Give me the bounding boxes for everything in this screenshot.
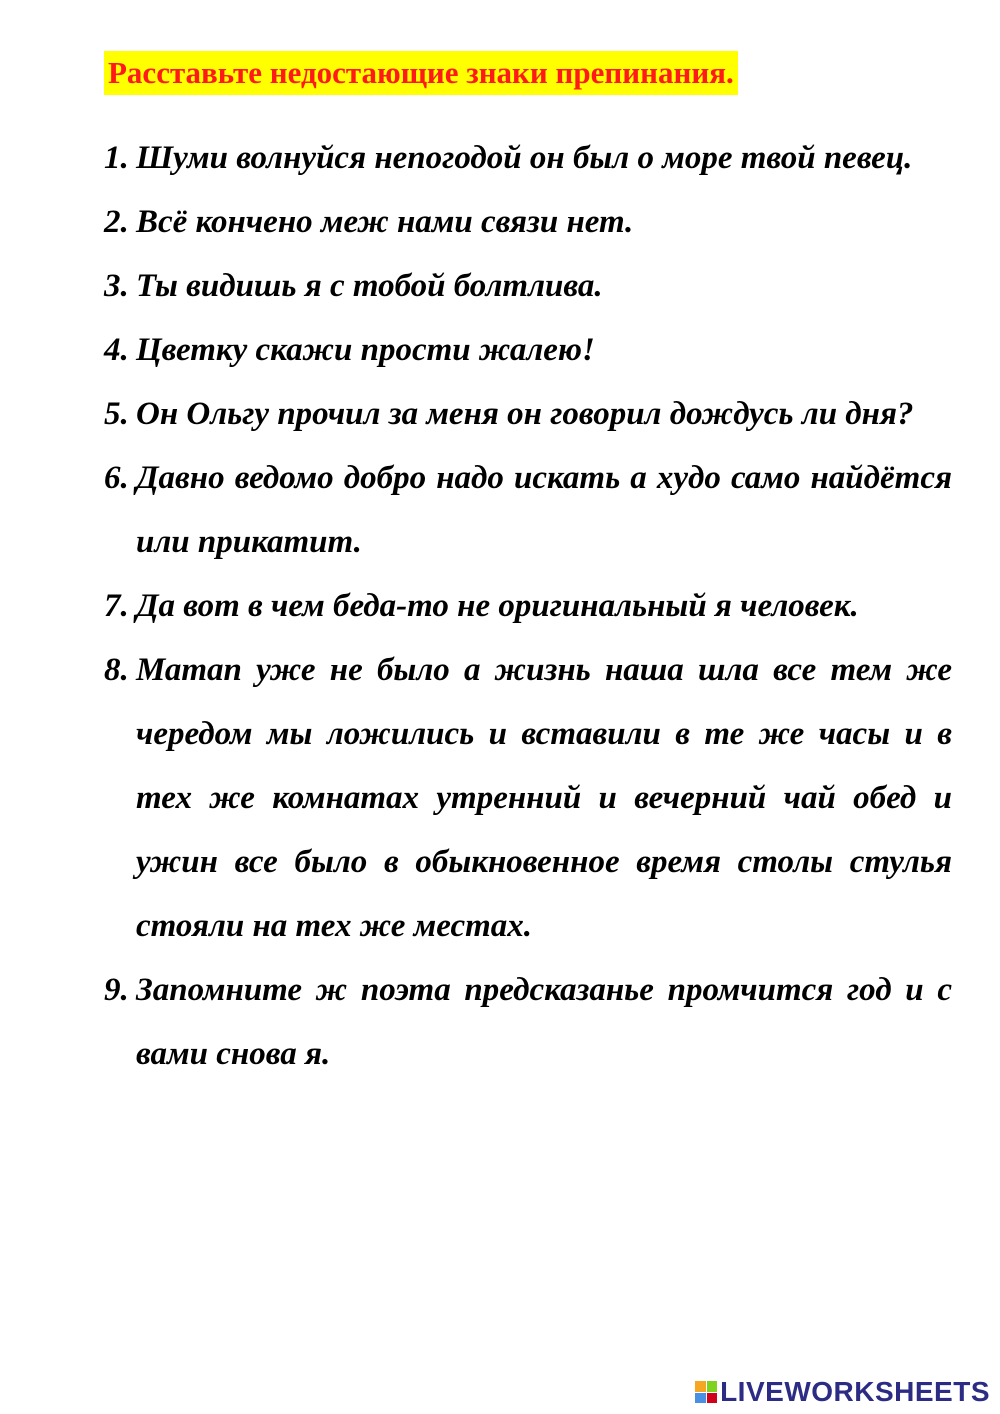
item-number: 7.	[104, 588, 129, 624]
item-number: 4.	[104, 332, 129, 368]
item-text: Да вот в чем беда-то не оригинальный я человек.	[136, 588, 859, 624]
sentence-list	[104, 126, 952, 1086]
item-number: 8.	[104, 652, 129, 688]
item-number: 6.	[104, 460, 129, 496]
item-number: 9.	[104, 972, 129, 1008]
liveworksheets-logo-icon	[695, 1381, 717, 1403]
item-text: Шуми волнуйся непогодой он был о море твой певец.	[136, 140, 913, 176]
item-text: Матап уже не было а жизнь наша шла все тем же чередом мы ложились и вставили в те же часы и в тех же комнатах утренний и вечерний чай обед и ужин все было в обыкновенное время столы стулья стояли на тех же местах.	[136, 652, 952, 944]
item-text: Он Ольгу прочил за меня он говорил дождусь ли дня?	[136, 396, 914, 432]
list-item	[104, 638, 952, 958]
item-text: Давно ведомо добро надо искать а худо само найдётся или прикатит.	[136, 460, 952, 560]
item-text: Цветку скажи прости жалею!	[136, 332, 595, 368]
item-text: Ты видишь я с тобой болтлива.	[136, 268, 603, 304]
list-item	[104, 958, 952, 1086]
item-text: Запомните ж поэта предсказанье промчится год и с вами снова я.	[136, 972, 952, 1072]
worksheet-title: Расставьте недостающие знаки препинания.	[104, 51, 738, 95]
list-item	[104, 318, 952, 382]
item-number: 3.	[104, 268, 129, 304]
item-number: 1.	[104, 140, 129, 176]
liveworksheets-brand[interactable]	[695, 1376, 990, 1408]
item-number: 5.	[104, 396, 129, 432]
list-item	[104, 254, 952, 318]
item-text: Всё кончено меж нами связи нет.	[136, 204, 634, 240]
list-item	[104, 574, 952, 638]
list-item	[104, 382, 952, 446]
item-number: 2.	[104, 204, 129, 240]
list-item	[104, 126, 952, 190]
list-item	[104, 190, 952, 254]
list-item	[104, 446, 952, 574]
brand-name: LIVEWORKSHEETS	[720, 1376, 990, 1407]
